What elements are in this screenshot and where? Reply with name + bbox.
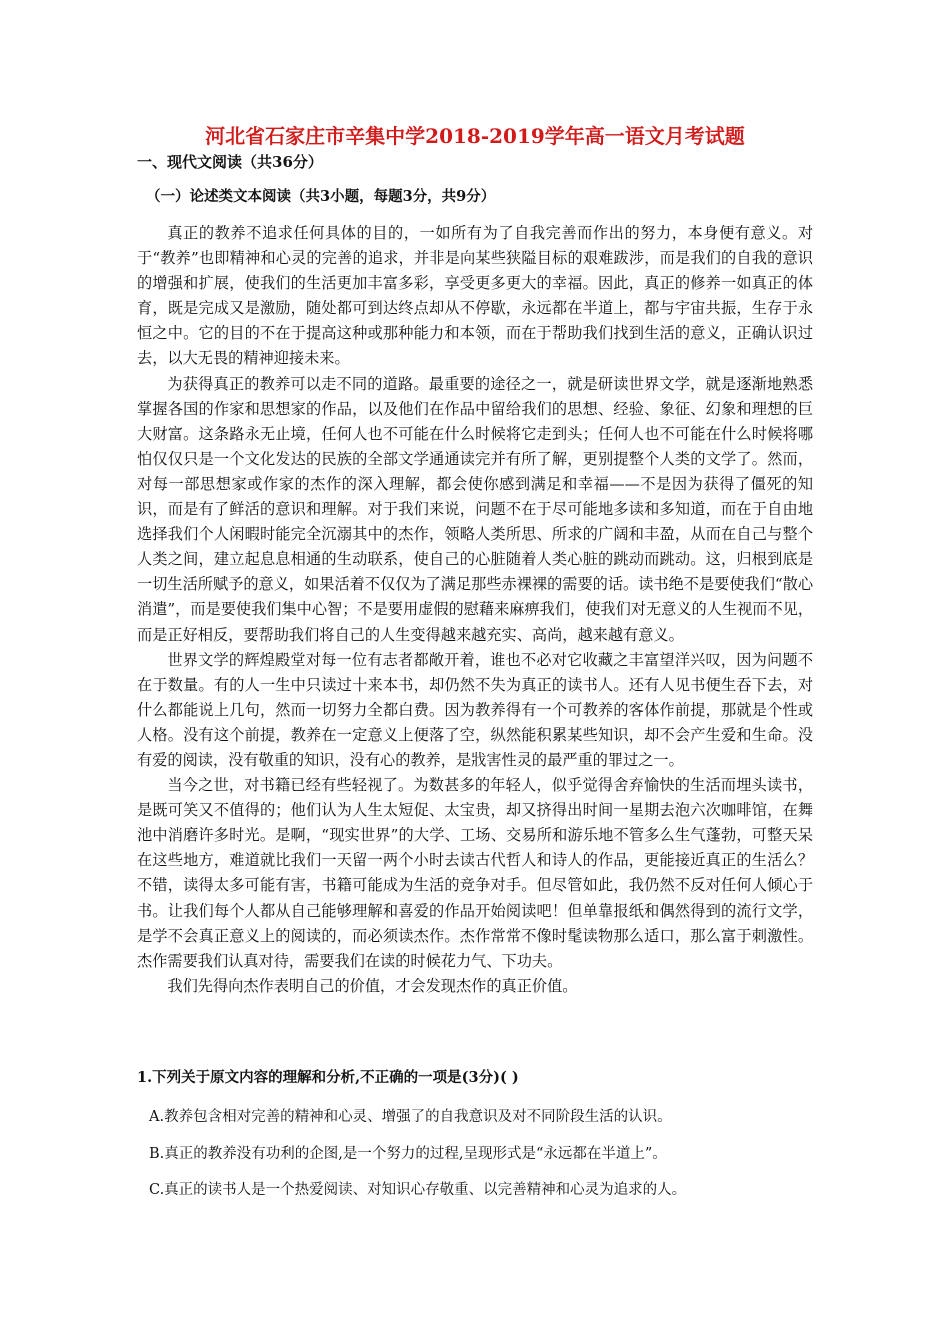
question-1-option-c: C.真正的读书人是一个热爱阅读、对知识心存敬重、以完善精神和心灵为追求的人。 (149, 1182, 687, 1198)
question-1-option-a: A.教养包含相对完善的精神和心灵、增强了的自我意识及对不同阶段生活的认识。 (149, 1109, 672, 1125)
question-1-option-b: B.真正的教养没有功利的企图,是一个努力的过程,呈现形式是“永远都在半道上”。 (149, 1146, 667, 1162)
exam-title: 河北省石家庄市辛集中学2018-2019学年高一语文月考试题 (205, 124, 745, 148)
passage-paragraph: 我们先得向杰作表明自己的价值，才会发现杰作的真正价值。 (167, 976, 578, 995)
passage-paragraph: 当今之世，对书籍已经有些轻视了。为数甚多的年轻人，似乎觉得舍弃愉快的生活而埋头读书，是既可笑又不值得的；他们认为人生太短促、太宝贵，却又挤得出时间一星期去泡六次咖啡馆，在舞池中消磨许多时光。是啊，“现实世界”的大学、工场、交易所和游乐地不管多么生气蓬勃，可整天呆在这些地方，难道就比我们一天留一两个小时去读古代哲人和诗人的作品，更能接近真正的生活么？不错，读得太多可能有害，书籍可能成为生活的竞争对手。但尽管如此，我仍然不反对任何人倾心于书。让我们每个人都从自己能够理解和喜爱的作品开始阅读吧！但单靠报纸和偶然得到的流行文学，是学不会真正意义上的阅读的，而必须读杰作。杰作常常不像时髦读物那么适口，那么富于刺激性。杰作需要我们认真对待，需要我们在读的时候花力气、下功夫。 (137, 776, 813, 970)
passage-paragraph: 真正的教养不追求任何具体的目的，一如所有为了自我完善而作出的努力，本身便有意义。对于“教养”也即精神和心灵的完善的追求，并非是向某些狭隘目标的艰难跋涉，而是我们的自我的意识的增强和扩展，使我们的生活更加丰富多彩，享受更多更大的幸福。因此，真正的修养一如真正的体育，既是完成又是激励，随处都可到达终点却从不停歇，永远都在半道上，都与宇宙共振，生存于永恒之中。它的目的不在于提高这种或那种能力和本领，而在于帮助我们找到生活的意义，正确认识过去，以大无畏的精神迎接未来。 (137, 224, 813, 368)
passage-paragraph: 为获得真正的教养可以走不同的道路。最重要的途径之一，就是研读世界文学，就是逐渐地熟悉掌握各国的作家和思想家的作品，以及他们在作品中留给我们的思想、经验、象征、幻象和理想的巨大财富。这条路永无止境，任何人也不可能在什么时候将它走到头；任何人也不可能在什么时候将哪怕仅仅只是一个文化发达的民族的全部文学通通读完并有所了解，更别提整个人类的文学了。然而，对每一部思想家或作家的杰作的深入理解，都会使你感到满足和幸福——不是因为获得了僵死的知识，而是有了鲜活的意识和理解。对于我们来说，问题不在于尽可能地多读和多知道，而在于自由地选择我们个人闲暇时能完全沉溺其中的杰作，领略人类所思、所求的广阔和丰盈，从而在自己与整个人类之间，建立起息息相通的生动联系，使自己的心脏随着人类心脏的跳动而跳动。这，归根到底是一切生活所赋予的意义，如果活着不仅仅为了满足那些赤裸裸的需要的话。读书绝不是要使我们“散心消遣”，而是要使我们集中心智；不是要用虚假的慰藉来麻痹我们，使我们对无意义的人生视而不见，而是正好相反，要帮助我们将自己的人生变得越来越充实、高尚，越来越有意义。 (137, 374, 814, 644)
subsection-heading: （一）论述类文本阅读（共3小题，每题3分，共9分） (146, 188, 496, 205)
passage-paragraph: 世界文学的辉煌殿堂对每一位有志者都敞开着，谁也不必对它收藏之丰富望洋兴叹，因为问题不在于数量。有的人一生中只读过十来本书，却仍然不失为真正的读书人。还有人见书便生吞下去，对什么都能说上几句，然而一切努力全都白费。因为教养得有一个可教养的客体作前提，那就是个性或人格。没有这个前提，教养在一定意义上便落了空，纵然能积累某些知识，却不会产生爱和生命。没有爱的阅读，没有敬重的知识，没有心的教养，是戕害性灵的最严重的罪过之一。 (137, 650, 813, 769)
reading-passage (137, 221, 813, 999)
question-1-stem: 1.下列关于原文内容的理解和分析,不正确的一项是(3分)( ) (137, 1069, 519, 1086)
section-heading: 一、现代文阅读（共36分） (137, 153, 323, 171)
